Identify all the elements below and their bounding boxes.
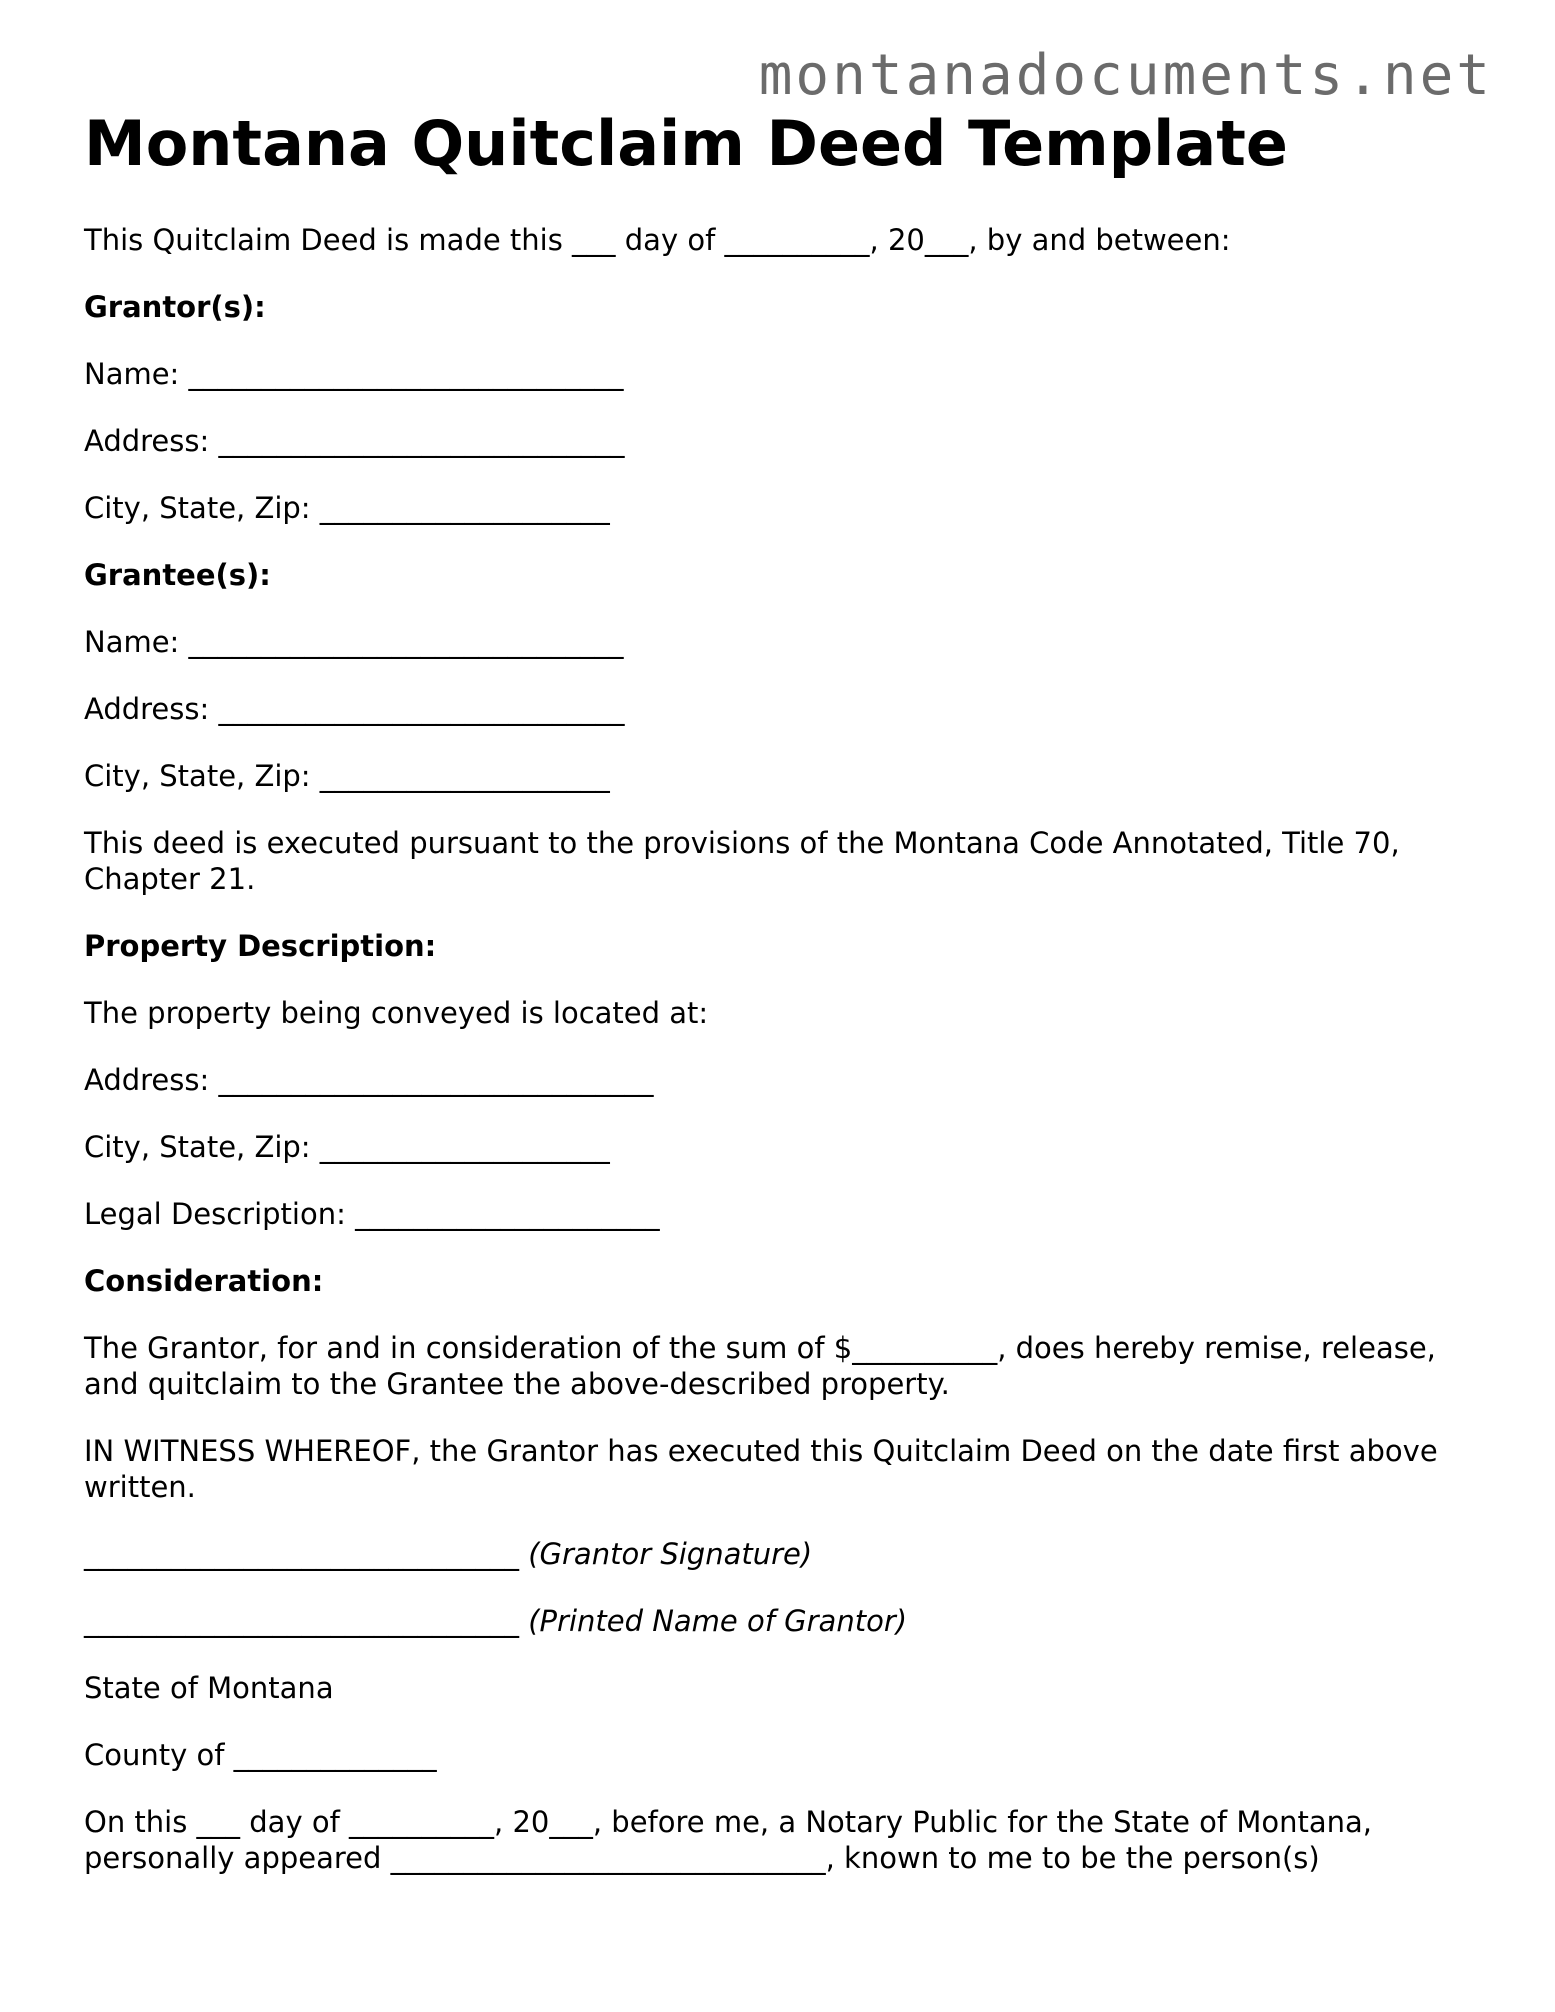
property-address-field: Address: ______________________________ xyxy=(84,1063,654,1097)
notary-county: County of ______________ xyxy=(84,1738,437,1772)
statute-paragraph: This deed is executed pursuant to the provisions of the Montana Code Annotated, Title 70, Chapter 21. xyxy=(84,826,1400,896)
grantor-heading: Grantor(s): xyxy=(84,290,266,324)
grantee-name-field: Name: ______________________________ xyxy=(84,625,624,659)
grantee-address-field: Address: ____________________________ xyxy=(84,692,625,726)
printed-name-label: (Printed Name of Grantor) xyxy=(528,1604,908,1638)
signature-blank: ______________________________ xyxy=(84,1537,519,1571)
consideration-heading: Consideration: xyxy=(84,1264,324,1298)
notary-state: State of Montana xyxy=(84,1671,334,1705)
page-title: Montana Quitclaim Deed Template xyxy=(84,107,1288,180)
grantee-city-field: City, State, Zip: ____________________ xyxy=(84,759,610,793)
notary-paragraph: On this ___ day of __________, 20___, before me, a Notary Public for the State of Montana, personally appeared ______________________________, known to me to be the person(s) xyxy=(84,1805,1372,1875)
signature-label: (Grantor Signature) xyxy=(528,1537,813,1571)
grantor-city-field: City, State, Zip: ____________________ xyxy=(84,491,610,525)
printed-name-line xyxy=(84,1603,1474,1639)
property-legal-field: Legal Description: _____________________ xyxy=(84,1197,660,1231)
printed-name-blank: ______________________________ xyxy=(84,1604,519,1638)
witness-paragraph: IN WITNESS WHEREOF, the Grantor has executed this Quitclaim Deed on the date first above written. xyxy=(84,1434,1438,1504)
property-intro: The property being conveyed is located at: xyxy=(84,996,709,1030)
document-page xyxy=(84,108,1474,1907)
grantee-heading: Grantee(s): xyxy=(84,558,271,592)
intro-paragraph: This Quitclaim Deed is made this ___ day of __________, 20___, by and between: xyxy=(84,223,1231,257)
grantor-name-field: Name: ______________________________ xyxy=(84,357,624,391)
consideration-paragraph: The Grantor, for and in consideration of the sum of $__________, does hereby remise, release, and quitclaim to the Grantee the above-described property. xyxy=(84,1331,1436,1401)
grantor-address-field: Address: ____________________________ xyxy=(84,424,625,458)
property-heading: Property Description: xyxy=(84,929,437,963)
site-watermark: montanadocuments.net xyxy=(758,43,1493,108)
grantor-signature-line xyxy=(84,1536,1474,1572)
property-city-field: City, State, Zip: ____________________ xyxy=(84,1130,610,1164)
